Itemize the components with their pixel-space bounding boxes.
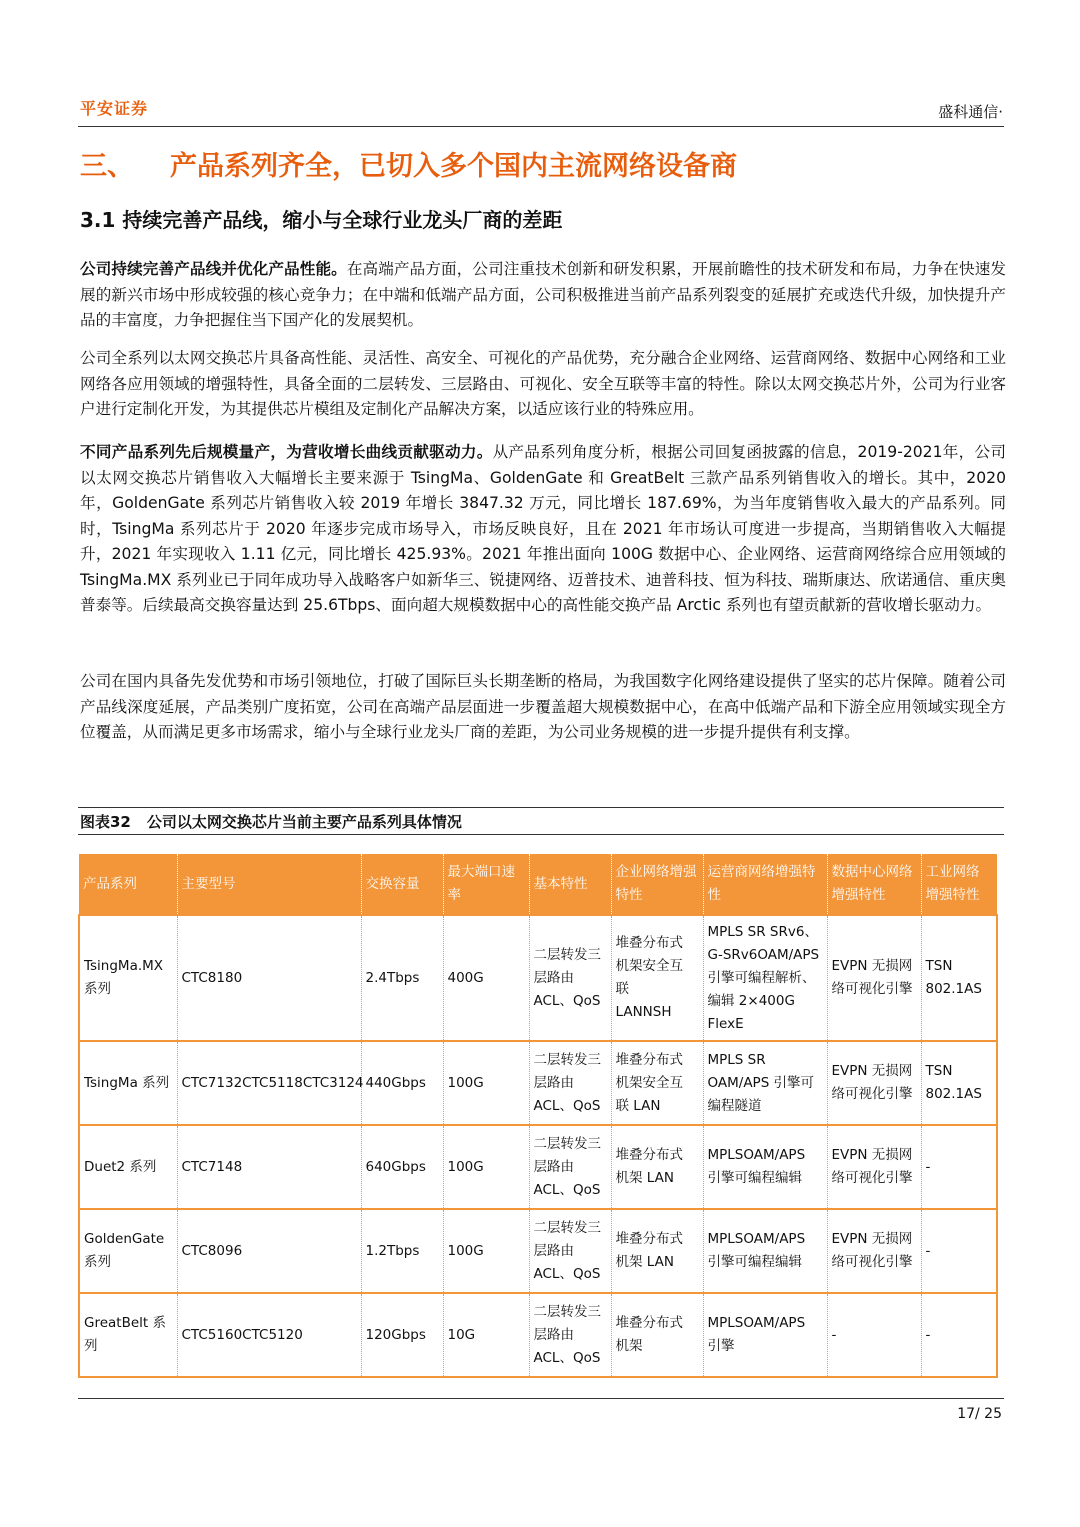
- section-number: 三、: [80, 151, 134, 182]
- table-cell: -: [921, 1125, 997, 1209]
- paragraph-lead: 公司持续完善产品线并优化产品性能。: [80, 260, 347, 278]
- table-cell: GoldenGate 系列: [79, 1209, 177, 1293]
- table-cell: CTC8096: [177, 1209, 361, 1293]
- col-header: 基本特性: [529, 854, 611, 915]
- table-cell: TsingMa.MX 系列: [79, 915, 177, 1041]
- figure-caption: [80, 811, 462, 832]
- paragraph-text: 公司全系列以太网交换芯片具备高性能、灵活性、高安全、可视化的产品优势，充分融合企业网络、运营商网络、数据中心网络和工业网络各应用领域的增强特性，具备全面的二层转发、三层路由、可视化、安全互联等丰富的特性。除以太网交换芯片外，公司为行业客户进行定制化开发，为其提供芯片模组及定制化产品解决方案，以适应该行业的特殊应用。: [80, 349, 1006, 418]
- table-cell: 440Gbps: [361, 1041, 443, 1125]
- table-row: [79, 915, 997, 1041]
- table-cell: 100G: [443, 1209, 529, 1293]
- table-cell: GreatBelt 系 列: [79, 1293, 177, 1377]
- table-cell: 堆叠分布式 机架 LAN: [611, 1125, 703, 1209]
- table-cell: MPLS SR OAM/APS 引擎可 编程隧道: [703, 1041, 827, 1125]
- table-cell: MPLSOAM/APS 引擎可编程编辑: [703, 1125, 827, 1209]
- table-cell: CTC5160CTC5120: [177, 1293, 361, 1377]
- col-header: 工业网络增强特性: [921, 854, 997, 915]
- paragraph-1: [80, 257, 1006, 334]
- paragraph-text: 在高端产品方面，公司注重技术创新和研发积累，开展前瞻性的技术研发和布局，力争在快速发展的新兴市场中形成较强的核心竞争力；在中端和低端产品方面，公司积极推进当前产品系列裂变的延展扩充或迭代升级，加快提升产品的丰富度，力争把握住当下国产化的发展契机。: [80, 260, 1006, 329]
- table-cell: -: [921, 1209, 997, 1293]
- product-series-table: [78, 854, 998, 1378]
- paragraph-3: [80, 440, 1006, 619]
- page-number: 17/ 25: [957, 1406, 1002, 1422]
- col-header: 产品系列: [79, 854, 177, 915]
- table-cell: EVPN 无损网 络可视化引擎: [827, 1125, 921, 1209]
- table-cell: 二层转发三 层路由 ACL、QoS: [529, 1125, 611, 1209]
- company-name: 盛科通信·: [938, 103, 1003, 121]
- section-heading: [80, 144, 737, 183]
- table-cell: 1.2Tbps: [361, 1209, 443, 1293]
- footer-divider: [78, 1398, 1004, 1399]
- table-cell: 100G: [443, 1125, 529, 1209]
- paragraph-4: [80, 669, 1006, 746]
- figure-rule-bottom: [78, 834, 1004, 835]
- table-cell: 堆叠分布式 机架 LAN: [611, 1209, 703, 1293]
- table-row: [79, 1041, 997, 1125]
- table-cell: 120Gbps: [361, 1293, 443, 1377]
- table-header-row: [79, 854, 997, 915]
- table-cell: 堆叠分布式 机架: [611, 1293, 703, 1377]
- col-header: 数据中心网络增强特性: [827, 854, 921, 915]
- figure-title: 公司以太网交换芯片当前主要产品系列具体情况: [146, 813, 462, 831]
- table-cell: TSN 802.1AS: [921, 1041, 997, 1125]
- table-cell: Duet2 系列: [79, 1125, 177, 1209]
- table-row: [79, 1125, 997, 1209]
- table-cell: TsingMa 系列: [79, 1041, 177, 1125]
- table-cell: -: [921, 1293, 997, 1377]
- col-header: 交换容量: [361, 854, 443, 915]
- table-cell: CTC7148: [177, 1125, 361, 1209]
- table-cell: CTC8180: [177, 915, 361, 1041]
- table-cell: -: [827, 1293, 921, 1377]
- subsection-heading: 3.1 持续完善产品线，缩小与全球行业龙头厂商的差距: [80, 208, 563, 232]
- table-cell: 400G: [443, 915, 529, 1041]
- table-cell: 二层转发三 层路由 ACL、QoS: [529, 1209, 611, 1293]
- table-cell: TSN 802.1AS: [921, 915, 997, 1041]
- col-header: 最大端口速率: [443, 854, 529, 915]
- paragraph-lead: 不同产品系列先后规模量产，为营收增长曲线贡献驱动力。: [80, 443, 493, 461]
- col-header: 主要型号: [177, 854, 361, 915]
- table-cell: 堆叠分布式 机架安全互 联 LAN: [611, 1041, 703, 1125]
- table-cell: MPLS SR SRv6、 G-SRv6OAM/APS 引擎可编程解析、 编辑 2×400G FlexE: [703, 915, 827, 1041]
- table-cell: EVPN 无损网 络可视化引擎: [827, 1209, 921, 1293]
- figure-label: 图表32: [80, 813, 131, 831]
- paragraph-text: 从产品系列角度分析，根据公司回复函披露的信息，2019-2021年，公司以太网交换芯片销售收入大幅增长主要来源于 TsingMa、GoldenGate 和 GreatBelt 三款产品系列销售收入的增长。其中，2020 年，GoldenGate 系列芯片销售收入较 2019 年增长 3847.32 万元，同比增长 187.69%，为当年度销售收入最大的产品系列。同时，TsingMa 系列芯片于 2020 年逐步完成市场导入，市场反映良好，且在 2021 年市场认可度进一步提高，当期销售收入大幅提升，2021 年实现收入 1.11 亿元，同比增长 425.93%。2021 年推出面向 100G 数据中心、企业网络、运营商网络综合应用领域的 TsingMa.MX 系列业已于同年成功导入战略客户如新华三、锐捷网络、迈普技术、迪普科技、恒为科技、瑞斯康达、欣诺通信、重庆奥普泰等。后续最高交换容量达到 25.6Tbps、面向超大规模数据中心的高性能交换产品 Arctic 系列也有望贡献新的营收增长驱动力。: [80, 443, 1006, 614]
- section-title: 产品系列齐全，已切入多个国内主流网络设备商: [170, 151, 737, 182]
- table-cell: 堆叠分布式 机架安全互 联 LANNSH: [611, 915, 703, 1041]
- table-cell: 100G: [443, 1041, 529, 1125]
- col-header: 运营商网络增强特性: [703, 854, 827, 915]
- paragraph-2: [80, 346, 1006, 423]
- table-cell: 640Gbps: [361, 1125, 443, 1209]
- table-cell: EVPN 无损网 络可视化引擎: [827, 1041, 921, 1125]
- col-header: 企业网络增强特性: [611, 854, 703, 915]
- table-cell: CTC7132CTC5118CTC3124: [177, 1041, 361, 1125]
- table-cell: 二层转发三 层路由 ACL、QoS: [529, 1041, 611, 1125]
- table-cell: MPLSOAM/APS 引擎可编程编辑: [703, 1209, 827, 1293]
- brand-logo-text: 平安证券: [80, 99, 149, 118]
- paragraph-text: 公司在国内具备先发优势和市场引领地位，打破了国际巨头长期垄断的格局，为我国数字化网络建设提供了坚实的芯片保障。随着公司产品线深度延展，产品类别广度拓宽，公司在高端产品层面进一步覆盖超大规模数据中心，在高中低端产品和下游全应用领域实现全方位覆盖，从而满足更多市场需求，缩小与全球行业龙头厂商的差距，为公司业务规模的进一步提升提供有利支撑。: [80, 672, 1006, 741]
- table-cell: 2.4Tbps: [361, 915, 443, 1041]
- table-cell: 二层转发三 层路由 ACL、QoS: [529, 1293, 611, 1377]
- table-row: [79, 1293, 997, 1377]
- header-divider: [78, 126, 1004, 127]
- table-cell: 10G: [443, 1293, 529, 1377]
- figure-rule-top: [78, 807, 1004, 808]
- table-row: [79, 1209, 997, 1293]
- table-cell: MPLSOAM/APS 引擎: [703, 1293, 827, 1377]
- table-cell: 二层转发三 层路由 ACL、QoS: [529, 915, 611, 1041]
- table-cell: EVPN 无损网 络可视化引擎: [827, 915, 921, 1041]
